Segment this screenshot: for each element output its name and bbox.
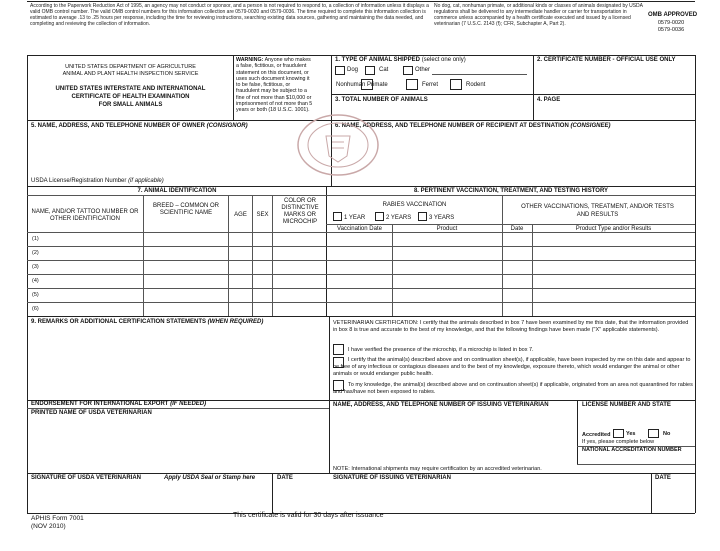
table-row[interactable] xyxy=(44,275,694,288)
row-number: (5) xyxy=(32,292,39,298)
issuing-date-label: DATE xyxy=(655,475,671,481)
row-number: (2) xyxy=(32,250,39,256)
issuing-vet-field[interactable] xyxy=(331,411,575,462)
regulation-statement: No dog, cat, nonhuman primate, or additional kinds or classes of animals designated by USDA regulations shall be delivered to any intermediate handler or carrier for transportation in commerce unless accompanied by a health certificate executed and issued by a licensed veterinarian (7 U.S.C. 2143 (f); CFR, Subchapter A, Part 2). xyxy=(434,3,643,27)
other-vaccinations-label: OTHER VACCINATIONS, TREATMENT, AND/OR TESTS AND RESULTS xyxy=(521,204,674,218)
box7-label: 7. ANIMAL IDENTIFICATION xyxy=(137,188,217,194)
agency-service: ANIMAL AND PLANT HEALTH INSPECTION SERVICE xyxy=(62,71,199,77)
col-sex-header: SEX xyxy=(256,212,269,218)
box8-label: 8. PERTINENT VACCINATION, TREATMENT, AND TESTING HISTORY xyxy=(413,188,609,194)
owner-field[interactable] xyxy=(29,131,329,176)
col-color-header: COLOR OR DISTINCTIVE MARKS OR MICROCHIP xyxy=(281,198,319,225)
row-number: (1) xyxy=(32,236,39,242)
rodent-label: Rodent xyxy=(466,82,486,88)
accredited-label: Accredited xyxy=(582,432,611,438)
warning-line: fine of not more than $10,000 or xyxy=(236,94,312,101)
cat-checkbox[interactable] xyxy=(365,66,375,75)
col-name-header: NAME, AND/OR TATTOO NUMBER OR OTHER IDENTIFICATION xyxy=(31,209,139,222)
vaccination-date-header: Vaccination Date xyxy=(337,226,382,232)
table-row[interactable] xyxy=(44,289,694,302)
warning-line: uses such document knowing it xyxy=(236,75,310,82)
omb-approved-label: OMB APPROVED xyxy=(648,12,698,18)
issuing-date-field[interactable] xyxy=(653,483,694,512)
box9-label: 9. REMARKS OR ADDITIONAL CERTIFICATION STATEMENTS (WHEN REQUIRED) xyxy=(31,319,264,325)
col-breed-header: BREED – COMMON OR SCIENTIFIC NAME xyxy=(152,203,219,216)
other-label: Other xyxy=(415,67,431,73)
other-checkbox[interactable] xyxy=(403,66,413,75)
rabies-statement: To my knowledge, the animal(s) described above and on continuation sheet(s) if applicable, originated from an area not quarantined for rabies and has/have not been exposed to rabies. xyxy=(333,382,693,395)
box4-label: 4. PAGE xyxy=(537,97,561,103)
issuing-vet-label: NAME, ADDRESS, AND TELEPHONE NUMBER OF ISSUING VETERINARIAN xyxy=(333,402,549,408)
form-edition: (NOV 2010) xyxy=(31,523,66,530)
validity-statement: This certificate is valid for 30 days after issuance xyxy=(233,512,384,519)
warning-line: fraudulent may be subject to a xyxy=(236,88,307,95)
box5-label: 5. NAME, ADDRESS, AND TELEPHONE NUMBER OF OWNER (CONSIGNOR) xyxy=(31,123,248,129)
warning-line: years or both (18 U.S.C. 1001). xyxy=(236,107,310,114)
row-number: (6) xyxy=(32,306,39,312)
printed-name-field[interactable] xyxy=(29,418,327,472)
page-field[interactable] xyxy=(535,105,693,119)
warning-block xyxy=(236,57,330,114)
rabies-2yr-label: 2 YEARS xyxy=(386,215,412,221)
form-title-1: UNITED STATES INTERSTATE AND INTERNATIONAL xyxy=(55,86,206,92)
warning-line: imprisonment of not more than 5 xyxy=(236,101,313,108)
issuing-signature-field[interactable] xyxy=(331,483,649,512)
vet-cert-intro: VETERINARIAN CERTIFICATION: I certify that the animals described in box 7 have been examined by me this date, that the information provided in box 8 is true and accurate to the best of my knowledge, and that the following findings have been made ("X" applicable statements). xyxy=(333,320,689,333)
other-line[interactable] xyxy=(432,74,527,75)
microchip-statement: I have verified the presence of the microchip, if a microchip is listed in box 7. xyxy=(348,347,534,353)
rabies-3yr-label: 3 YEARS xyxy=(429,215,455,221)
remarks-field[interactable] xyxy=(29,327,327,399)
if-yes-note: If yes, please complete below xyxy=(582,439,655,445)
box6-label: 6. NAME, ADDRESS, AND TELEPHONE NUMBER OF RECIPIENT AT DESTINATION (CONSIGNEE) xyxy=(335,123,611,129)
usda-date-label: DATE xyxy=(277,475,293,481)
usda-license-label: USDA License/Registration Number (if applicable) xyxy=(31,178,164,184)
form-title-2: CERTIFICATE OF HEALTH EXAMINATION xyxy=(71,94,190,100)
box3-label: 3. TOTAL NUMBER OF ANIMALS xyxy=(335,97,428,103)
rodent-checkbox[interactable] xyxy=(450,79,462,90)
dog-label: Dog xyxy=(347,67,359,73)
accreditation-number-label: NATIONAL ACCREDITATION NUMBER xyxy=(582,447,682,453)
certificate-number-field[interactable] xyxy=(535,66,693,93)
warning-line: Anyone who makes xyxy=(264,57,311,63)
microchip-checkbox[interactable] xyxy=(333,344,344,355)
primate-label: Nonhuman Primate xyxy=(336,82,388,88)
accredited-no-label: No xyxy=(663,431,671,437)
form-number: APHIS Form 7001 xyxy=(31,515,84,522)
inspected-statement: I certify that the animal(s) described above and on continuation sheet(s), if applicable, have been inspected by me on this date and appear to be free of any infectious or contagious diseases and to the best of my knowledge, exposure thereto, which would endanger the animal or other animals or would endanger public health. xyxy=(333,357,691,377)
table-row[interactable] xyxy=(44,233,694,246)
accredited-yes-label: Yes xyxy=(626,431,636,437)
usda-seal-watermark xyxy=(292,112,384,178)
accreditation-number-field[interactable] xyxy=(579,455,693,463)
accredited-yes-checkbox[interactable] xyxy=(613,429,624,438)
date-header: Date xyxy=(510,226,524,232)
omb-number-2: 0579-0036 xyxy=(657,27,685,33)
rabies-1yr-label: 1 YEAR xyxy=(344,215,366,221)
box1-label: 1. TYPE OF ANIMAL SHIPPED (select one only) xyxy=(335,57,466,63)
box2-label: 2. CERTIFICATE NUMBER - OFFICIAL USE ONLY xyxy=(537,57,676,63)
row-number: (4) xyxy=(32,278,39,284)
row-number: (3) xyxy=(32,264,39,270)
usda-signature-field[interactable] xyxy=(29,483,270,512)
accredited-no-checkbox[interactable] xyxy=(648,429,659,438)
table-row[interactable] xyxy=(44,303,694,316)
table-row[interactable] xyxy=(44,247,694,260)
cat-label: Cat xyxy=(379,67,389,73)
col-age-header: AGE xyxy=(234,212,247,218)
omb-number-1: 0579-0020 xyxy=(657,20,685,26)
international-note: NOTE: International shipments may require certification by an accredited veterinarian. xyxy=(333,466,542,472)
rabies-1yr-checkbox[interactable] xyxy=(333,212,342,221)
warning-line: to be false, fictitious, or xyxy=(236,82,291,89)
recipient-field[interactable] xyxy=(333,131,693,185)
printed-name-label: PRINTED NAME OF USDA VETERINARIAN xyxy=(31,410,152,416)
license-field[interactable] xyxy=(579,411,693,427)
rabies-vaccination-label: RABIES VACCINATION xyxy=(382,202,447,208)
usda-signature-label: SIGNATURE OF USDA VETERINARIAN xyxy=(31,475,142,481)
seal-stamp-label: Apply USDA Seal or Stamp here xyxy=(164,475,256,481)
product-type-header: Product Type and/or Results xyxy=(575,226,652,232)
product-header: Product xyxy=(436,226,458,232)
rabies-2yr-checkbox[interactable] xyxy=(375,212,384,221)
rabies-3yr-checkbox[interactable] xyxy=(418,212,427,221)
usda-date-field[interactable] xyxy=(274,483,327,512)
warning-line: statement on this document, or xyxy=(236,69,309,76)
endorsement-label: ENDORSEMENT FOR INTERNATIONAL EXPORT (IF NEEDED) xyxy=(31,401,207,407)
ferret-checkbox[interactable] xyxy=(406,79,418,90)
dog-checkbox[interactable] xyxy=(335,66,345,75)
burden-statement: According to the Paperwork Reduction Act of 1995, an agency may not conduct or sponsor, and a person is not required to respond to, a collection of information unless it displays a valid OMB control number. The valid OMB control numbers for this information collection are 0579-0020 and 0579-0036. The time required to complete this information collection is estimated to average .13 to .25 hours per response, including the time for reviewing instructions, searching existing data sources, gathering and maintaining the data needed, and completing and reviewing the collection of information. xyxy=(30,3,429,27)
issuing-signature-label: SIGNATURE OF ISSUING VETERINARIAN xyxy=(333,475,451,481)
warning-label: WARNING: xyxy=(236,57,264,63)
form-title-3: FOR SMALL ANIMALS xyxy=(98,102,163,108)
warning-line: a false, fictitious, or fraudulent xyxy=(236,63,307,70)
table-row[interactable] xyxy=(44,261,694,274)
ferret-label: Ferret xyxy=(422,82,439,88)
agency-dept: UNITED STATES DEPARTMENT OF AGRICULTURE xyxy=(65,64,196,70)
license-label: LICENSE NUMBER AND STATE xyxy=(582,402,671,408)
